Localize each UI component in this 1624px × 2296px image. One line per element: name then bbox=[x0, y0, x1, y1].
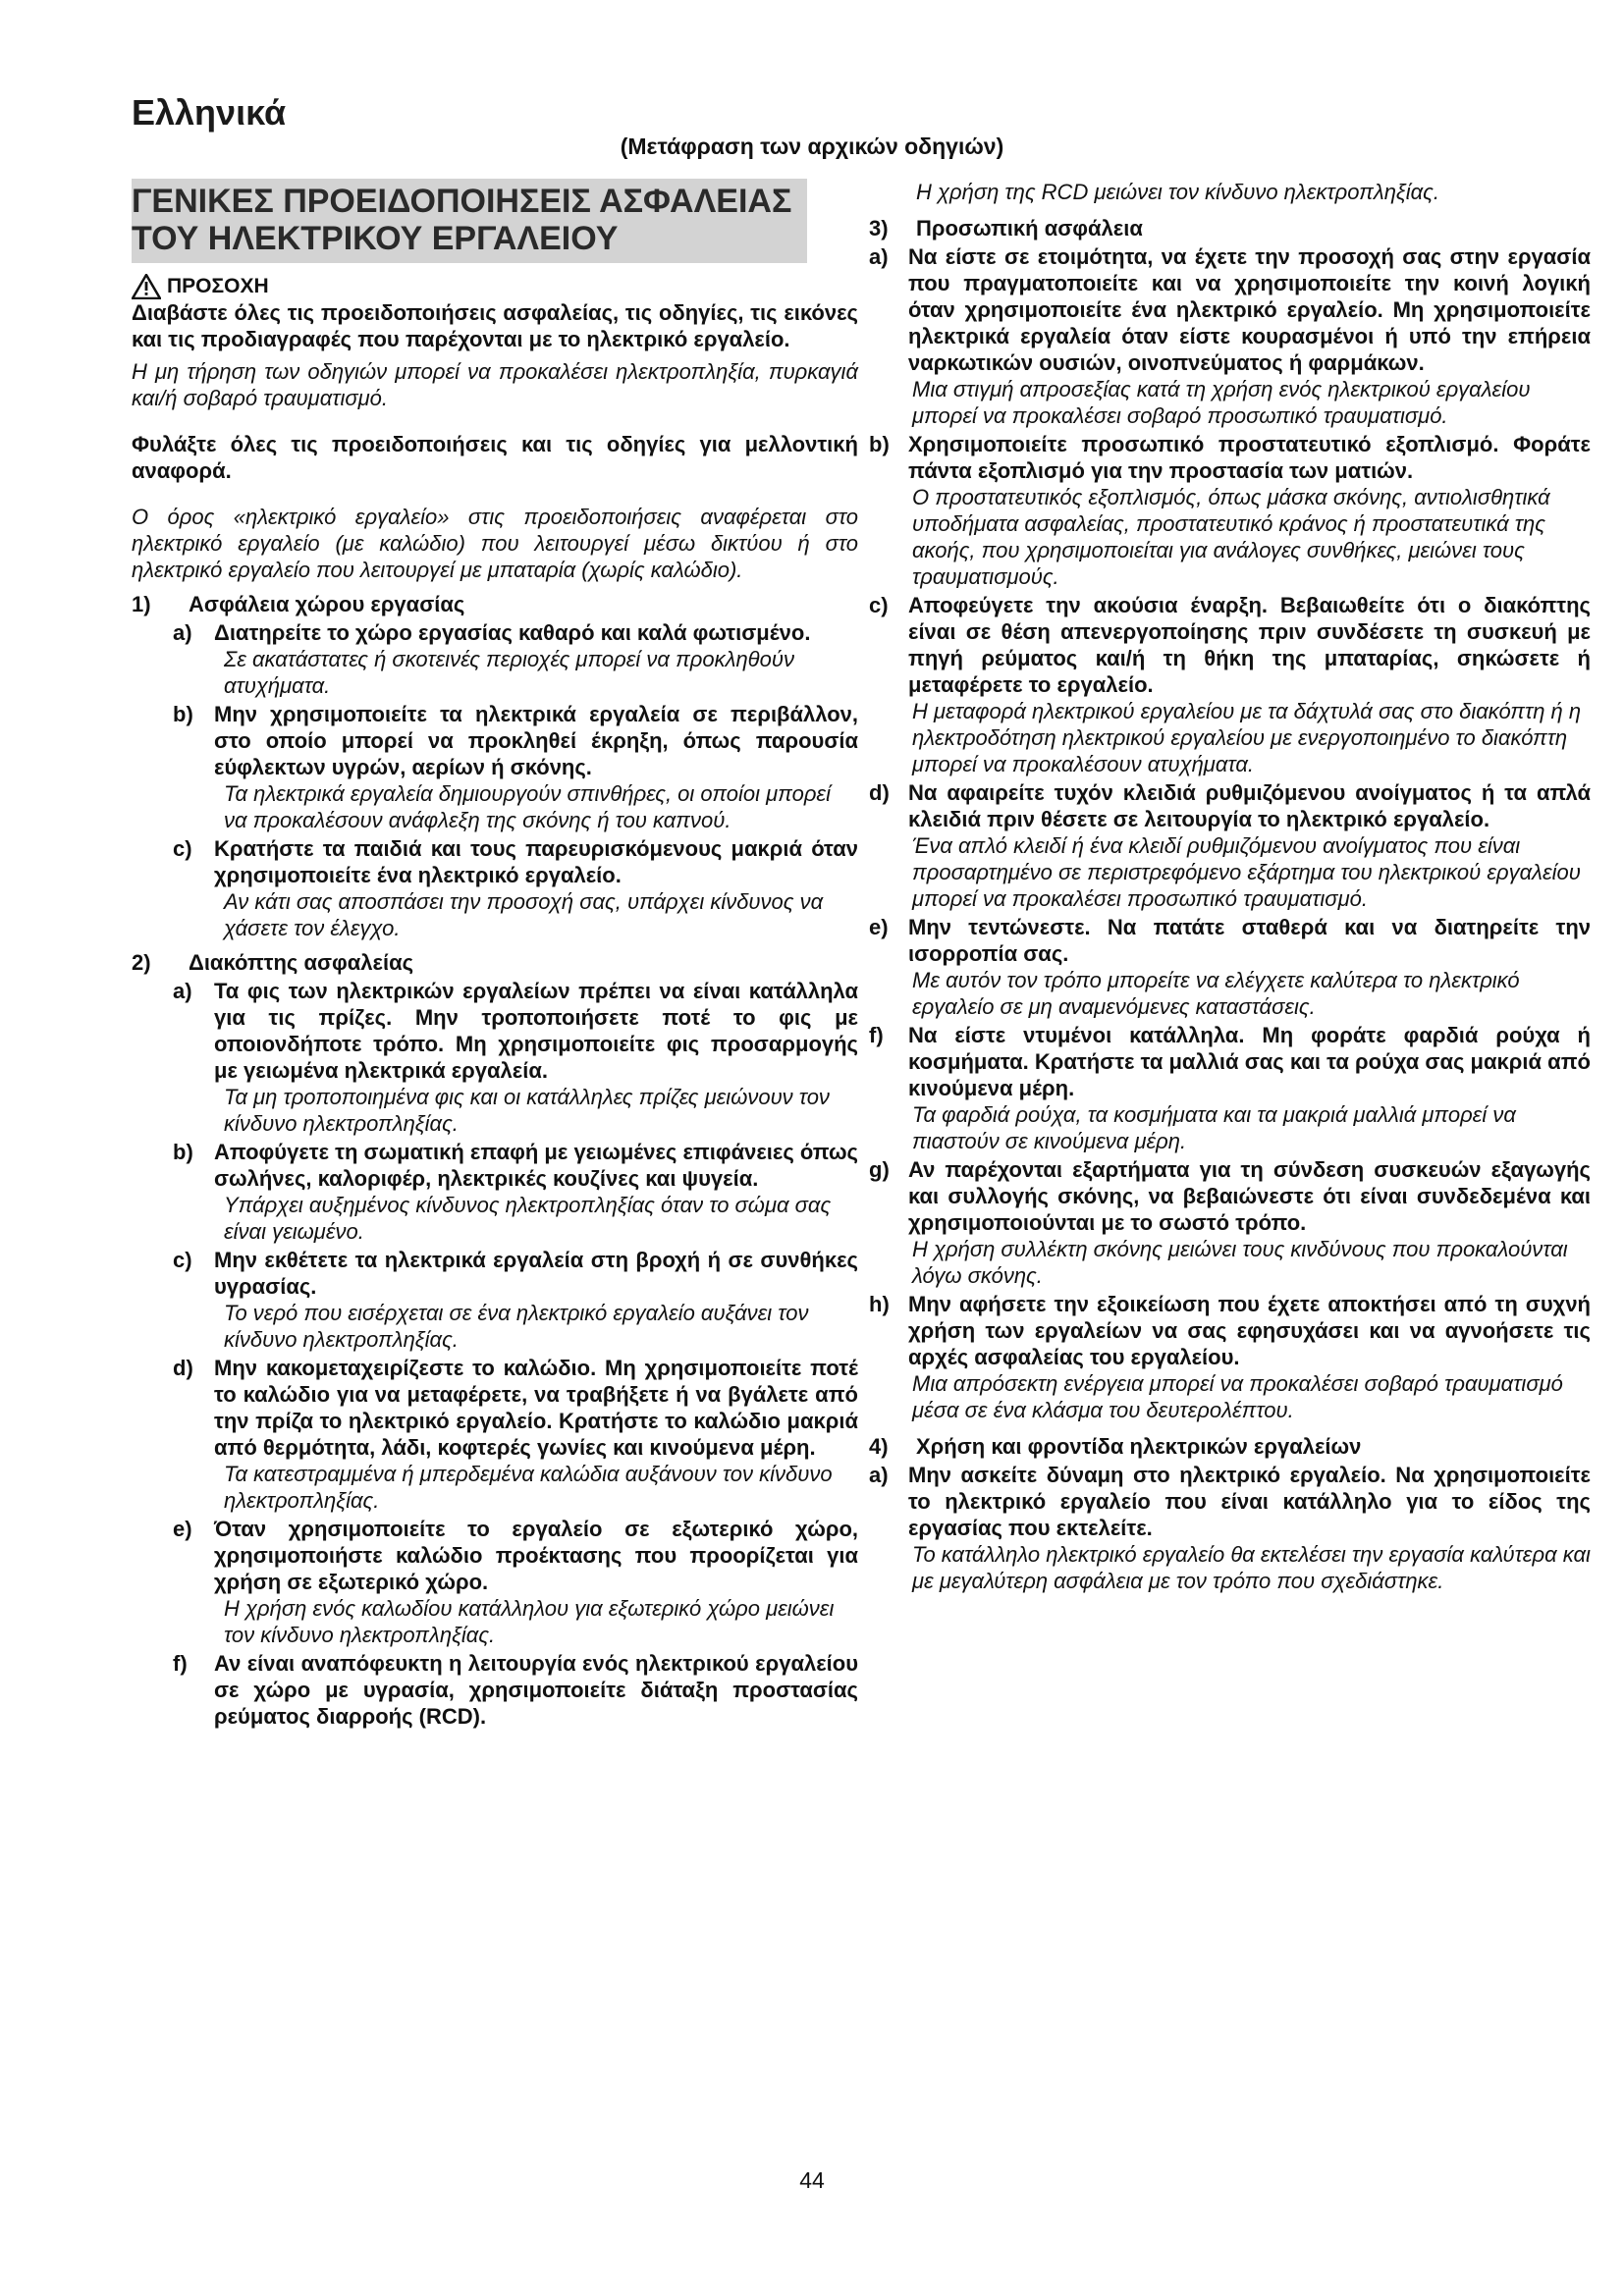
list-item: a) Διατηρείτε το χώρο εργασίας καθαρό και καλά φωτισμένο. Σε ακατάστατες ή σκοτεινές περιοχές μπορεί να προκληθούν ατυχήματα. bbox=[173, 620, 811, 698]
list-item: f) Να είστε ντυμένοι κατάλληλα. Μη φοράτε φαρδιά ρούχα ή κοσμήματα. Κρατήστε τα μαλλιά σας και τα ρούχα σας μακριά από κινούμενα μέρη. Τα φαρδιά ρούχα, τα κοσμήματα και τα μακριά μαλλιά μπορεί να πιαστούν σε κινούμενα μέρη. bbox=[869, 1023, 1591, 1153]
page-number: 44 bbox=[799, 2167, 825, 2193]
section-2-title: 2) Διακόπτης ασφαλείας bbox=[132, 950, 414, 975]
list-item: h) Μην αφήσετε την εξοικείωση που έχετε αποκτήσει από τη συχνή χρήση των εργαλείων να σας εφησυχάσει και να αγνοήσετε τις αρχές ασφαλείας του εργαλείου. Μια απρόσεκτη ενέργεια μπορεί να προκαλέσει σοβαρό τραυματισμό μέσα σε ένα κλάσμα του δευτερολέπτου. bbox=[869, 1292, 1591, 1422]
warning-triangle-icon bbox=[132, 274, 161, 299]
list-item: a) Να είστε σε ετοιμότητα, να έχετε την προσοχή σας στην εργασία που πραγματοποιείτε και να χρησιμοποιείτε την κοινή λογική όταν χρησιμοποιείτε ένα ηλεκτρικό εργαλείο. Μη χρησιμοποιείτε ηλεκτρικά εργαλεία όταν είστε κουρασμένοι ή υπό την επήρεια ναρκωτικών ουσιών, οινοπνεύματος ή φαρμάκων. Μια στιγμή απροσεξίας κατά τη χρήση ενός ηλεκτρικού εργαλείου μπορεί να προκαλέσει σοβαρό προσωπικό τραυματισμό. bbox=[869, 244, 1591, 428]
right-column bbox=[869, 179, 1591, 1594]
list-item: d) Να αφαιρείτε τυχόν κλειδιά ρυθμιζόμενου ανοίγματος ή τα απλά κλειδιά πριν θέσετε σε λειτουργία το ηλεκτρικό εργαλείο. Ένα απλό κλειδί ή ένα κλειδί ρυθμιζόμενου ανοίγματος που είναι προσαρτημένο σε περιστρεφόμενο εξάρτημα του ηλεκτρικού εργαλείου μπορεί να προκαλέσει προσωπικό τραυματισμό. bbox=[869, 780, 1591, 911]
list-item: d) Μην κακομεταχειρίζεστε το καλώδιο. Μη χρησιμοποιείτε ποτέ το καλώδιο για να μεταφέρετε, να τραβήξετε ή να βγάλετε από την πρίζα το ηλεκτρικό εργαλείο. Κρατήστε το καλώδιο μακριά από θερμότητα, λάδι, κοφτερές γωνίες και κινούμενα μέρη. Τα κατεστραμμένα ή μπερδεμένα καλώδια αυξάνουν τον κίνδυνο ηλεκτροπληξίας. bbox=[173, 1356, 858, 1513]
list-item: e) Μην τεντώνεστε. Να πατάτε σταθερά και να διατηρείτε την ισορροπία σας. Με αυτόν τον τρόπο μπορείτε να ελέγχετε καλύτερα το ηλεκτρικό εργαλείο σε μη αναμενόμενες καταστάσεις. bbox=[869, 915, 1591, 1019]
term-note: Ο όρος «ηλεκτρικό εργαλείο» στις προειδοποιήσεις αναφέρεται στο ηλεκτρικό εργαλείο (με καλώδιο) που λειτουργεί μέσω δικτύου ή στο ηλεκτρικό εργαλείο που λειτουργεί με μπαταρία (χωρίς καλώδιο). bbox=[132, 505, 858, 582]
list-item: c) Κρατήστε τα παιδιά και τους παρευρισκόμενους μακριά όταν χρησιμοποιείτε ένα ηλεκτρικό εργαλείο. Αν κάτι σας αποσπάσει την προσοχή σας, υπάρχει κίνδυνος να χάσετε τον έλεγχο. bbox=[173, 836, 858, 940]
list-item: a) Τα φις των ηλεκτρικών εργαλείων πρέπει να είναι κατάλληλα για τις πρίζες. Μην τροποποιήσετε ποτέ το φις με οποιονδήποτε τρόπο. Μη χρησιμοποιείτε φις προσαρμογής με γειωμένα ηλεκτρικά εργαλεία. Τα μη τροποποιημένα φις και οι κατάλληλες πρίζες μειώνουν τον κίνδυνο ηλεκτροπληξίας. bbox=[173, 979, 858, 1136]
heading-box bbox=[132, 179, 807, 263]
list-item: c) Αποφεύγετε την ακούσια έναρξη. Βεβαιωθείτε ότι ο διακόπτης είναι σε θέση απενεργοποίησης πριν συνδέσετε τη συσκευή με πηγή ρεύματος και/ή τη θήκη της μπαταρίας, σηκώσετε ή μεταφέρετε το εργαλείο. Η μεταφορά ηλεκτρικού εργαλείου με τα δάχτυλά σας στο διακόπτη ή η ηλεκτροδότηση ηλεκτρικού εργαλείου με ενεργοποιημένο το διακόπτη μπορεί να προκαλέσουν ατυχήματα. bbox=[869, 593, 1591, 776]
list-item: f) Αν είναι αναπόφευκτη η λειτουργία ενός ηλεκτρικού εργαλείου σε χώρο με υγρασία, χρησιμοποιείτε διάταξη προστασίας ρεύματος διαρροής (RCD). bbox=[173, 1651, 858, 1729]
warning-label: ΠΡΟΣΟΧΗ bbox=[167, 275, 269, 297]
list-item: b) Χρησιμοποιείτε προσωπικό προστατευτικό εξοπλισμό. Φοράτε πάντα εξοπλισμό για την προστασία των ματιών. Ο προστατευτικός εξοπλισμός, όπως μάσκα σκόνης, αντιολισθητικά υποδήματα ασφαλείας, προστατευτικό κράνος ή προστατευτικά της ακοής, που χρησιμοποιείται για ανάλογες συνθήκες, μειώνει τους τραυματισμούς. bbox=[869, 432, 1591, 589]
list-item: b) Μην χρησιμοποιείτε τα ηλεκτρικά εργαλεία σε περιβάλλον, στο οποίο μπορεί να προκληθεί έκρηξη, όπως παρουσία εύφλεκτων υγρών, αερίων ή σκόνης. Τα ηλεκτρικά εργαλεία δημιουργούν σπινθήρες, οι οποίοι μπορεί να προκαλέσουν ανάφλεξη της σκόνης ή του καπνού. bbox=[173, 702, 858, 832]
section-3-title: 3) Προσωπική ασφάλεια bbox=[869, 216, 1143, 240]
warning-line bbox=[132, 273, 858, 299]
list-item: a) Μην ασκείτε δύναμη στο ηλεκτρικό εργαλείο. Να χρησιμοποιείτε το ηλεκτρικό εργαλείο που είναι κατάλληλο για το είδος της εργασίας που εκτελείτε. Το κατάλληλο ηλεκτρικό εργαλείο θα εκτελέσει την εργασία καλύτερα και με μεγαλύτερη ασφάλεια με τον τρόπο που σχεδιάστηκε. bbox=[869, 1463, 1591, 1593]
language-title: Ελληνικά bbox=[132, 92, 287, 133]
page-heading: ΓΕΝΙΚΕΣ ΠΡΟΕΙΔΟΠΟΙΗΣΕΙΣ ΑΣΦΑΛΕΙΑΣ ΤΟΥ ΗΛΕΚΤΡΙΚΟΥ ΕΡΓΑΛΕΙΟΥ bbox=[132, 183, 792, 257]
translation-subtitle: (Μετάφραση των αρχικών οδηγιών) bbox=[620, 133, 1004, 159]
warning-italic: Η μη τήρηση των οδηγιών μπορεί να προκαλέσει ηλεκτροπληξία, πυρκαγιά και/ή σοβαρό τραυματισμό. bbox=[132, 359, 858, 410]
section-1-title: 1) Ασφάλεια χώρου εργασίας bbox=[132, 592, 465, 616]
keep-note: Φυλάξτε όλες τις προειδοποιήσεις και τις οδηγίες για μελλοντική αναφορά. bbox=[132, 432, 858, 483]
list-item: c) Μην εκθέτετε τα ηλεκτρικά εργαλεία στη βροχή ή σε συνθήκες υγρασίας. Το νερό που εισέρχεται σε ένα ηλεκτρικό εργαλείο αυξάνει τον κίνδυνο ηλεκτροπληξίας. bbox=[173, 1248, 858, 1352]
section-4-title: 4) Χρήση και φροντίδα ηλεκτρικών εργαλείων bbox=[869, 1434, 1362, 1459]
left-column bbox=[132, 179, 858, 1730]
warning-bold: Διαβάστε όλες τις προειδοποιήσεις ασφαλείας, τις οδηγίες, τις εικόνες και τις προδιαγραφές που παρέχονται με το ηλεκτρικό εργαλείο. bbox=[132, 300, 858, 351]
list-item: e) Όταν χρησιμοποιείτε το εργαλείο σε εξωτερικό χώρο, χρησιμοποιήστε καλώδιο προέκτασης που προορίζεται για χρήση σε εξωτερικό χώρο. Η χρήση ενός καλωδίου κατάλληλου για εξωτερικό χώρο μειώνει τον κίνδυνο ηλεκτροπληξίας. bbox=[173, 1517, 858, 1647]
list-item: b) Αποφύγετε τη σωματική επαφή με γειωμένες επιφάνειες όπως σωλήνες, καλοριφέρ, ηλεκτρικές κουζίνες και ψυγεία. Υπάρχει αυξημένος κίνδυνος ηλεκτροπληξίας όταν το σώμα σας είναι γειωμένο. bbox=[173, 1140, 858, 1244]
list-item: g) Αν παρέχονται εξαρτήματα για τη σύνδεση συσκευών εξαγωγής και συλλογής σκόνης, να βεβαιώνεστε ότι είναι συνδεδεμένα και χρησιμοποιούνται με το σωστό τρόπο. Η χρήση συλλέκτη σκόνης μειώνει τους κινδύνους που προκαλούνται λόγω σκόνης. bbox=[869, 1157, 1591, 1288]
rcd-note: Η χρήση της RCD μειώνει τον κίνδυνο ηλεκτροπληξίας. bbox=[916, 180, 1439, 204]
